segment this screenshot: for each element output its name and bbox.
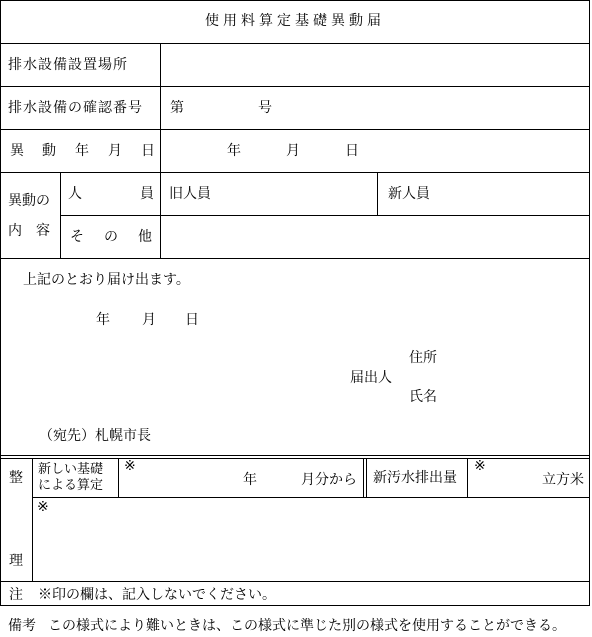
new-basis-label-line1: 新しい基礎 (38, 462, 104, 477)
other-label-char: そ (70, 229, 84, 245)
office-side-top: 整 (9, 470, 23, 486)
office-mark: ※ (37, 499, 49, 515)
rule (366, 458, 367, 497)
office-month-from: 月分から (301, 472, 357, 488)
persons-label-char: 員 (140, 186, 154, 202)
confirm-dai: 第 (170, 100, 184, 116)
other-label-char: 他 (138, 229, 152, 245)
remarks-label: 備考 (8, 618, 36, 634)
location-label: 排水設備設置場所 (8, 57, 128, 73)
rule (118, 458, 119, 497)
addressee: （宛先）札幌市長 (39, 428, 151, 444)
office-mark: ※ (124, 458, 136, 474)
declaration-day-unit: 日 (185, 312, 199, 328)
rule (0, 455, 590, 456)
persons-label-char: 人 (68, 186, 82, 202)
office-side-bottom: 理 (9, 553, 23, 569)
rule (0, 86, 590, 87)
form-title: 使用料算定基礎異動届 (205, 13, 385, 29)
rule (32, 458, 33, 581)
change-year-unit: 年 (227, 143, 241, 159)
rule (160, 43, 161, 258)
rule (467, 458, 468, 497)
confirm-go: 号 (258, 100, 272, 116)
office-mark: ※ (474, 458, 486, 474)
declaration-text: 上記のとおり届け出ます。 (23, 272, 190, 288)
rule (0, 129, 590, 130)
declaration-month-unit: 月 (142, 312, 156, 328)
change-date-label-char: 異 (10, 143, 24, 159)
rule (60, 215, 590, 216)
change-date-label-char: 年 (75, 143, 89, 159)
rule (0, 458, 590, 459)
change-date-label-char: 日 (141, 143, 155, 159)
name-label: 氏名 (409, 389, 437, 405)
new-basis-label-line2: による算定 (38, 478, 104, 493)
change-date-label-char: 動 (42, 143, 56, 159)
content-label-top: 異動の (8, 193, 50, 209)
change-day-unit: 日 (345, 143, 359, 159)
change-date-label-char: 月 (108, 143, 122, 159)
declarant-label: 届出人 (350, 370, 392, 386)
rule (0, 258, 590, 259)
rule (0, 581, 590, 582)
rule (60, 172, 61, 258)
address-label: 住所 (409, 350, 437, 366)
note-text: ※印の欄は、記入しないでください。 (38, 587, 276, 603)
note-label: 注 (9, 587, 23, 603)
rule (377, 172, 378, 215)
remarks-text: この様式により難いときは、この様式に準じた別の様式を使用することができる。 (48, 618, 566, 634)
rule (0, 172, 590, 173)
rule (32, 497, 590, 498)
new-sewage-label: 新汚水排出量 (373, 470, 457, 486)
other-label-char: の (104, 229, 118, 245)
new-persons-label: 新人員 (388, 186, 430, 202)
old-persons-label: 旧人員 (169, 186, 211, 202)
content-label-bottom: 内 容 (8, 223, 50, 239)
cubic-meter-unit: 立方米 (542, 472, 584, 488)
rule (363, 458, 364, 497)
rule (0, 43, 590, 44)
change-month-unit: 月 (286, 143, 300, 159)
declaration-year-unit: 年 (96, 312, 110, 328)
confirm-number-label: 排水設備の確認番号 (8, 100, 143, 116)
office-year-unit: 年 (243, 472, 257, 488)
